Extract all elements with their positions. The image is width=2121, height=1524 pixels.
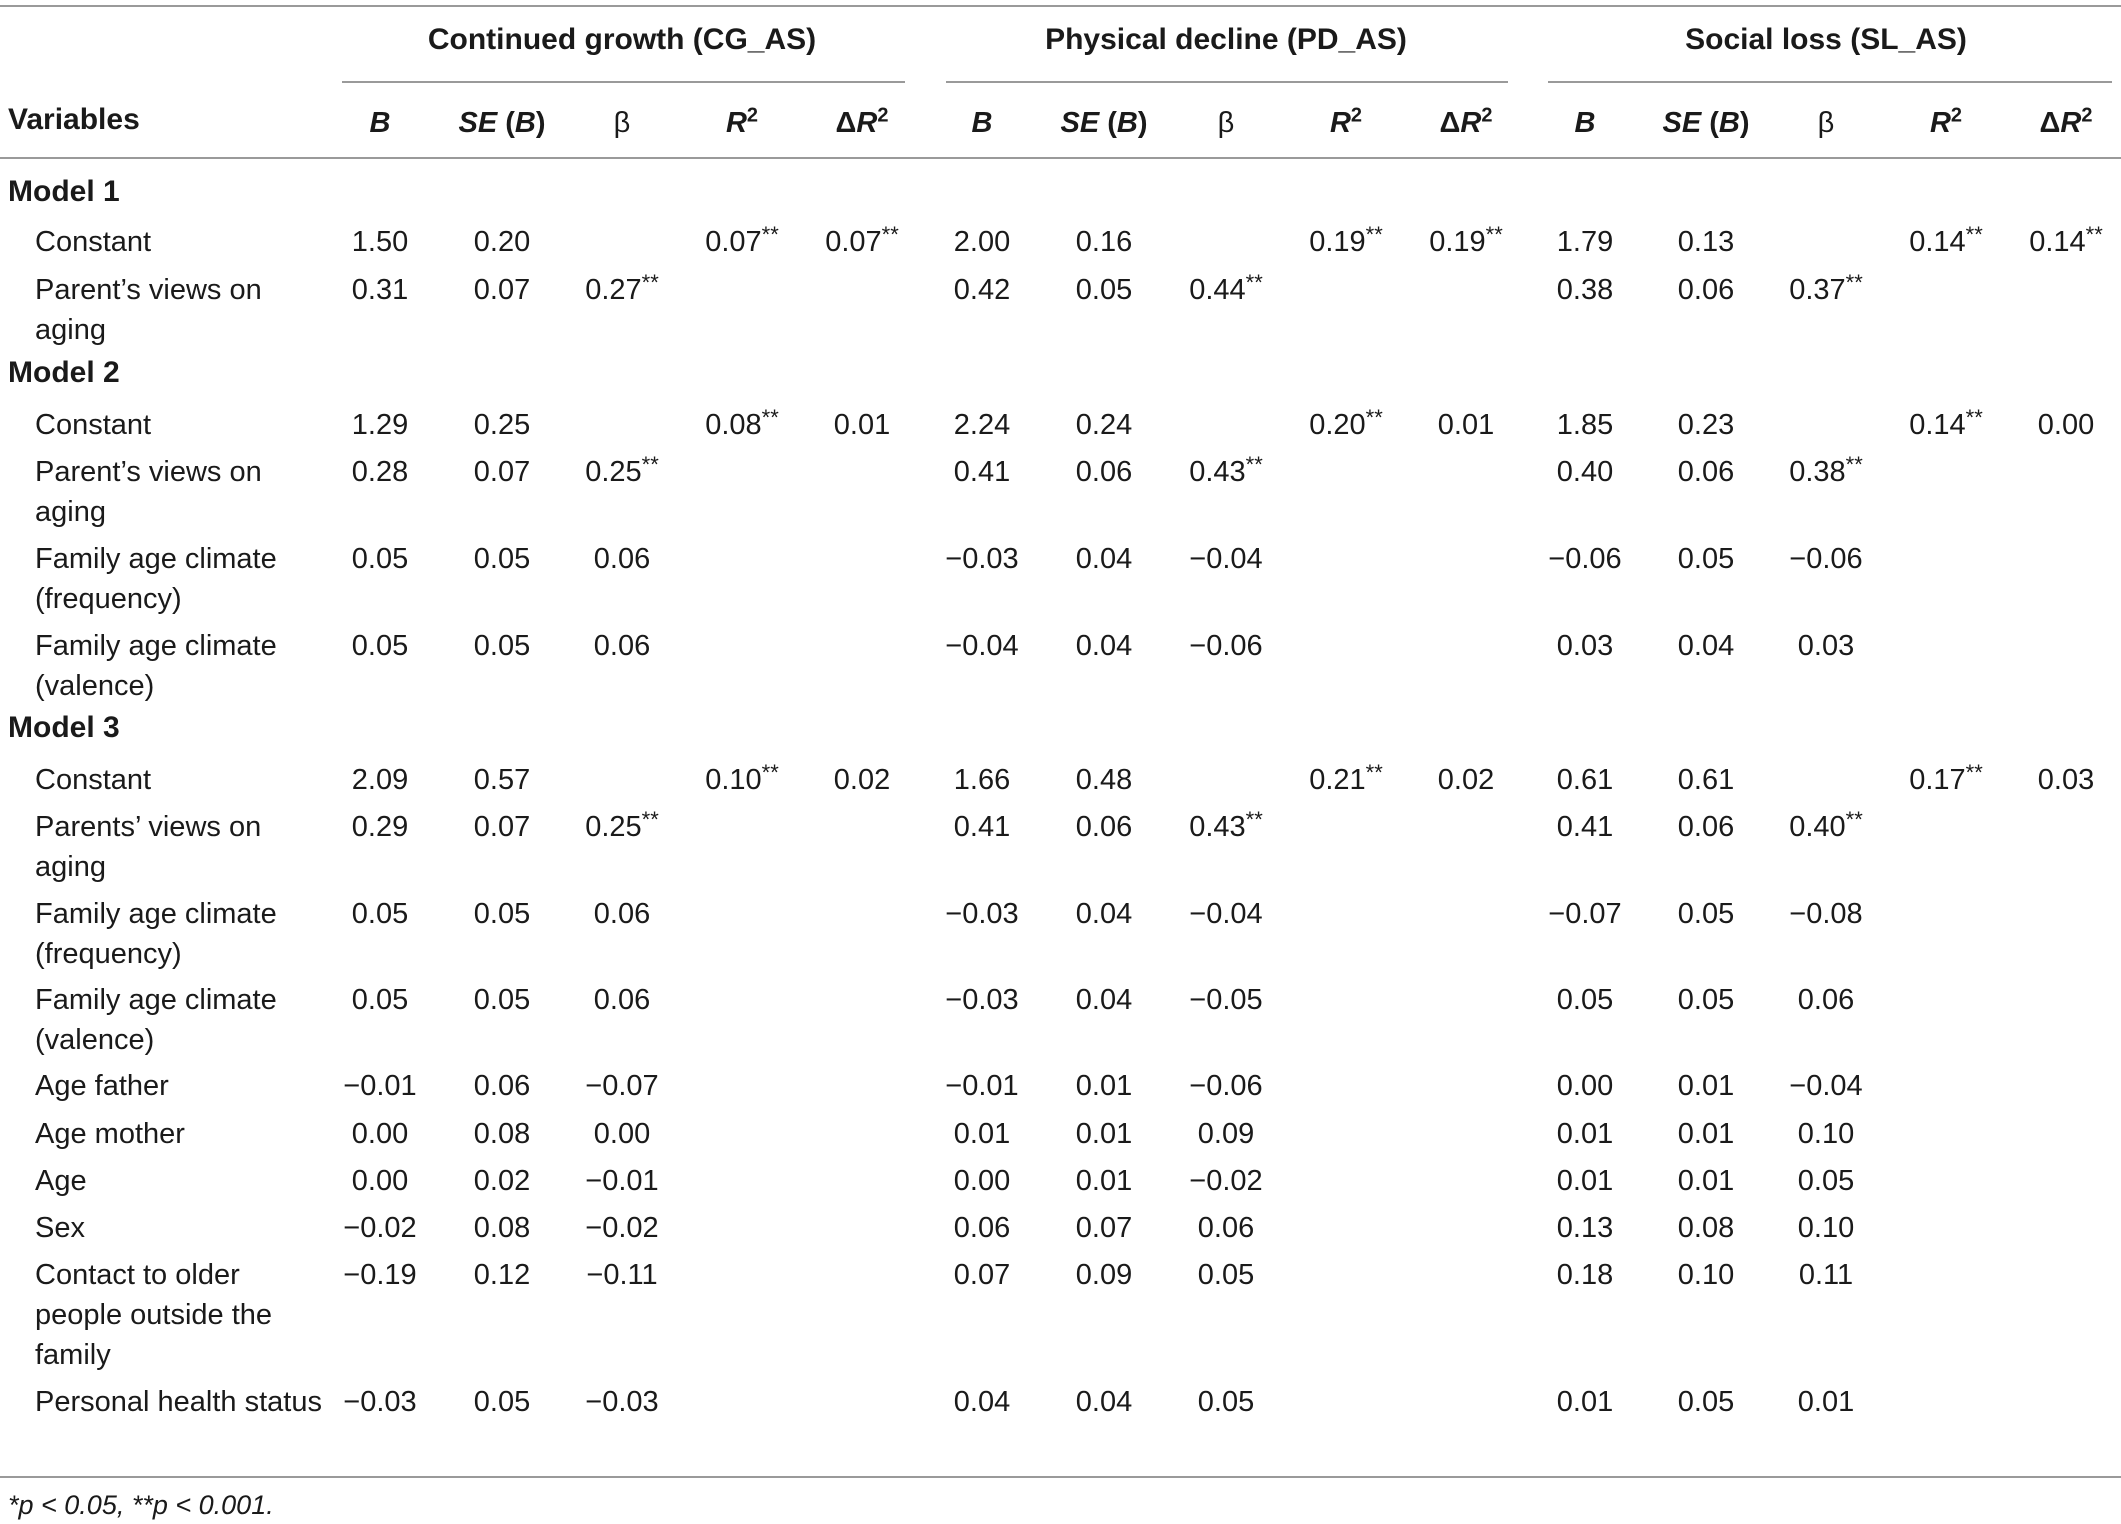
row-label: Sex <box>35 1212 85 1244</box>
row-label: Family age climate (valence) <box>35 630 277 702</box>
table-cell: −0.04 <box>1189 543 1263 575</box>
table-cell: 0.10 <box>1797 1118 1855 1150</box>
table-cell: 0.05 <box>1197 1259 1255 1291</box>
col-b: B <box>1574 107 1596 139</box>
table-cell: 0.29 <box>351 811 409 843</box>
table-cell: −0.02 <box>343 1212 417 1244</box>
table-cell: 0.08 <box>1677 1212 1735 1244</box>
table-cell: 0.06 <box>593 984 651 1016</box>
table-cell: 0.04 <box>1075 984 1133 1016</box>
table-cell: 0.19** <box>1309 222 1383 258</box>
table-cell: −0.03 <box>585 1386 659 1418</box>
table-cell: 0.31 <box>351 274 409 306</box>
group-title: Continued growth (CG_AS) <box>427 23 817 56</box>
table-cell: 0.01 <box>1677 1118 1735 1150</box>
table-cell: 0.28 <box>351 456 409 488</box>
table-cell: 0.13 <box>1677 226 1735 258</box>
table-cell: 0.05 <box>1677 543 1735 575</box>
table-cell: 0.06 <box>593 898 651 930</box>
table-cell: 0.14** <box>1909 222 1983 258</box>
group-rule-1 <box>342 81 905 83</box>
table-cell: 0.02 <box>473 1165 531 1197</box>
table-cell: −0.06 <box>1189 630 1263 662</box>
column-header: β <box>1817 107 1835 139</box>
table-cell: 0.57 <box>473 764 531 796</box>
table-cell: 0.03 <box>1797 630 1855 662</box>
table-cell: −0.03 <box>343 1386 417 1418</box>
table-cell: −0.01 <box>343 1070 417 1102</box>
table-cell: 0.08 <box>473 1118 531 1150</box>
table-cell: −0.04 <box>1789 1070 1863 1102</box>
column-header: $R^2$ <box>1929 104 1963 139</box>
col-b: B <box>971 107 993 139</box>
column-header: β <box>1217 107 1235 139</box>
table-cell: 0.16 <box>1075 226 1133 258</box>
table-cell: 0.05 <box>473 630 531 662</box>
table-cell: 0.00 <box>953 1165 1011 1197</box>
table-cell: −0.03 <box>945 543 1019 575</box>
row-label: Contact to older people outside the family <box>35 1259 273 1371</box>
table-cell: 0.06 <box>1197 1212 1255 1244</box>
col-b: B <box>369 107 391 139</box>
table-cell: 1.85 <box>1556 409 1614 441</box>
column-header <box>1575 103 1596 143</box>
column-header <box>370 103 391 143</box>
row-label: Age <box>35 1165 87 1197</box>
table-cell: 0.01 <box>1797 1386 1855 1418</box>
table-cell: 0.05 <box>1797 1165 1855 1197</box>
table-cell: 0.06 <box>953 1212 1011 1244</box>
table-cell: 0.07** <box>705 222 779 258</box>
column-header: SE (B) <box>1662 107 1750 139</box>
table-cell: 0.01 <box>1556 1386 1614 1418</box>
top-rule <box>0 5 2121 7</box>
table-cell: 0.08 <box>473 1212 531 1244</box>
row-label: Family age climate (frequency) <box>35 543 277 615</box>
table-cell: 0.06 <box>1075 811 1133 843</box>
table-cell: 0.41 <box>1556 811 1614 843</box>
table-cell: 0.40** <box>1789 807 1863 843</box>
table-cell: −0.03 <box>945 898 1019 930</box>
table-cell: 2.09 <box>351 764 409 796</box>
table-cell: 0.02 <box>833 764 891 796</box>
table-cell: 1.50 <box>351 226 409 258</box>
table-cell: 0.07 <box>473 811 531 843</box>
table-cell: 0.27** <box>585 270 659 306</box>
table-cell: 0.05 <box>1197 1386 1255 1418</box>
table-cell: 0.04 <box>1677 630 1735 662</box>
table-cell: 0.06 <box>1677 274 1735 306</box>
column-header: $\Delta R^2$ <box>2039 104 2093 139</box>
row-label: Family age climate (valence) <box>35 984 277 1056</box>
table-cell: 0.04 <box>1075 543 1133 575</box>
table-cell: 0.20 <box>473 226 531 258</box>
table-cell: 0.48 <box>1075 764 1133 796</box>
table-cell: −0.19 <box>343 1259 417 1291</box>
table-cell: 0.43** <box>1189 452 1263 488</box>
group-title: Physical decline (PD_AS) <box>1045 23 1407 56</box>
table-cell: 0.06 <box>593 630 651 662</box>
table-cell: 2.24 <box>953 409 1011 441</box>
table-cell: −0.07 <box>1548 898 1622 930</box>
column-header: SE (B) <box>458 107 546 139</box>
table-cell: 0.25** <box>585 452 659 488</box>
table-cell: −0.08 <box>1789 898 1863 930</box>
table-cell: 0.05 <box>473 543 531 575</box>
row-label: Parents’ views on aging <box>35 811 262 883</box>
table-cell: 0.05 <box>1677 1386 1735 1418</box>
table-cell: 0.40 <box>1556 456 1614 488</box>
table-cell: 0.01 <box>1556 1165 1614 1197</box>
table-cell: 0.01 <box>833 409 891 441</box>
table-cell: 0.01 <box>1075 1070 1133 1102</box>
table-cell: 0.10 <box>1677 1259 1735 1291</box>
table-cell: 0.06 <box>593 543 651 575</box>
variables-header: Variables <box>8 103 140 136</box>
table-cell: 0.10 <box>1797 1212 1855 1244</box>
table-cell: 0.01 <box>1677 1165 1735 1197</box>
table-cell: 0.07 <box>953 1259 1011 1291</box>
table-cell: 0.19** <box>1429 222 1503 258</box>
table-cell: 0.05 <box>351 898 409 930</box>
table-cell: 0.01 <box>1075 1118 1133 1150</box>
column-header: $\Delta R^2$ <box>1439 104 1493 139</box>
row-label: Age father <box>35 1070 169 1102</box>
table-cell: 0.14** <box>2029 222 2103 258</box>
table-cell: 0.25** <box>585 807 659 843</box>
table-cell: 0.05 <box>473 898 531 930</box>
table-cell: −0.03 <box>945 984 1019 1016</box>
header-rule <box>0 157 2121 159</box>
table-cell: 0.00 <box>1556 1070 1614 1102</box>
table-cell: 0.00 <box>593 1118 651 1150</box>
table-cell: −0.01 <box>945 1070 1019 1102</box>
table-cell: 0.04 <box>1075 630 1133 662</box>
table-cell: 0.04 <box>1075 1386 1133 1418</box>
column-header: β <box>613 107 631 139</box>
table-cell: 0.61 <box>1556 764 1614 796</box>
row-label: Constant <box>35 409 152 441</box>
table-cell: 0.09 <box>1075 1259 1133 1291</box>
table-cell: 0.18 <box>1556 1259 1614 1291</box>
table-cell: 0.00 <box>351 1118 409 1150</box>
table-cell: 0.20** <box>1309 405 1383 441</box>
table-cell: 0.05 <box>473 1386 531 1418</box>
table-cell: 0.07 <box>473 456 531 488</box>
table-cell: 0.21** <box>1309 760 1383 796</box>
table-cell: −0.06 <box>1548 543 1622 575</box>
table-cell: 0.08** <box>705 405 779 441</box>
table-cell: 0.06 <box>1677 811 1735 843</box>
table-cell: 0.05 <box>351 984 409 1016</box>
table-cell: 0.05 <box>1677 898 1735 930</box>
model-title: Model 3 <box>8 711 120 744</box>
table-cell: 0.25 <box>473 409 531 441</box>
table-cell: −0.06 <box>1189 1070 1263 1102</box>
table-cell: 0.23 <box>1677 409 1735 441</box>
row-label: Personal health status <box>35 1386 322 1418</box>
group-rule-2 <box>946 81 1508 83</box>
column-header: $\Delta R^2$ <box>835 104 889 139</box>
table-cell: −0.01 <box>585 1165 659 1197</box>
table-cell: 0.05 <box>1075 274 1133 306</box>
table-cell: 0.07 <box>1075 1212 1133 1244</box>
group-rule-3 <box>1548 81 2112 83</box>
table-cell: −0.04 <box>945 630 1019 662</box>
row-label: Constant <box>35 764 152 796</box>
table-cell: 0.00 <box>2037 409 2095 441</box>
table-cell: −0.06 <box>1789 543 1863 575</box>
table-cell: 0.24 <box>1075 409 1133 441</box>
table-cell: 0.17** <box>1909 760 1983 796</box>
table-cell: 0.03 <box>1556 630 1614 662</box>
table-cell: 0.11 <box>1798 1259 1854 1291</box>
bottom-rule <box>0 1476 2121 1478</box>
row-label: Parent’s views on aging <box>35 456 262 528</box>
table-cell: 0.44** <box>1189 270 1263 306</box>
column-header: SE (B) <box>1060 107 1148 139</box>
table-cell: 0.10** <box>705 760 779 796</box>
table-cell: 0.07** <box>825 222 899 258</box>
table-cell: 0.01 <box>1437 409 1495 441</box>
table-cell: −0.02 <box>585 1212 659 1244</box>
table-cell: 0.06 <box>1677 456 1735 488</box>
row-label: Constant <box>35 226 152 258</box>
column-header: $R^2$ <box>1329 104 1363 139</box>
table-cell: −0.04 <box>1189 898 1263 930</box>
table-cell: 0.01 <box>1677 1070 1735 1102</box>
column-header <box>972 103 993 143</box>
table-cell: −0.05 <box>1189 984 1263 1016</box>
table-cell: 0.06 <box>1797 984 1855 1016</box>
table-cell: 0.61 <box>1677 764 1735 796</box>
table-cell: 0.00 <box>351 1165 409 1197</box>
table-cell: −0.07 <box>585 1070 659 1102</box>
table-cell: 2.00 <box>953 226 1011 258</box>
row-label: Family age climate (frequency) <box>35 898 277 970</box>
table-cell: 0.41 <box>953 811 1011 843</box>
table-cell: 1.79 <box>1556 226 1614 258</box>
table-cell: 0.03 <box>2037 764 2095 796</box>
table-cell: 0.05 <box>351 630 409 662</box>
table-cell: −0.02 <box>1189 1165 1263 1197</box>
table-cell: 0.05 <box>1556 984 1614 1016</box>
row-label: Parent’s views on aging <box>35 274 262 346</box>
row-label: Age mother <box>35 1118 185 1150</box>
table-cell: 0.02 <box>1437 764 1495 796</box>
table-cell: 0.38** <box>1789 452 1863 488</box>
table-cell: 0.06 <box>1075 456 1133 488</box>
table-cell: 0.37** <box>1789 270 1863 306</box>
table-cell: 0.06 <box>473 1070 531 1102</box>
table-cell: 0.12 <box>473 1259 531 1291</box>
table-cell: 0.04 <box>1075 898 1133 930</box>
table-cell: 0.01 <box>1556 1118 1614 1150</box>
table-cell: 0.09 <box>1197 1118 1255 1150</box>
column-header: $R^2$ <box>725 104 759 139</box>
table-cell: 0.41 <box>953 456 1011 488</box>
table-cell: 0.05 <box>351 543 409 575</box>
table-cell: 1.29 <box>351 409 409 441</box>
table-cell: 1.66 <box>953 764 1011 796</box>
footnote: *p < 0.05, **p < 0.001. <box>8 1490 274 1520</box>
table-cell: 0.43** <box>1189 807 1263 843</box>
model-title: Model 1 <box>8 175 120 208</box>
table-cell: 0.01 <box>953 1118 1011 1150</box>
group-title: Social loss (SL_AS) <box>1685 23 1967 56</box>
table-cell: 0.13 <box>1556 1212 1614 1244</box>
table-cell: 0.04 <box>953 1386 1011 1418</box>
table-cell: 0.38 <box>1556 274 1614 306</box>
table-cell: 0.05 <box>1677 984 1735 1016</box>
model-title: Model 2 <box>8 356 120 389</box>
table-cell: 0.42 <box>953 274 1011 306</box>
table-cell: 0.14** <box>1909 405 1983 441</box>
table-cell: 0.01 <box>1075 1165 1133 1197</box>
table-cell: 0.07 <box>473 274 531 306</box>
table-cell: 0.05 <box>473 984 531 1016</box>
table-cell: −0.11 <box>586 1259 658 1291</box>
